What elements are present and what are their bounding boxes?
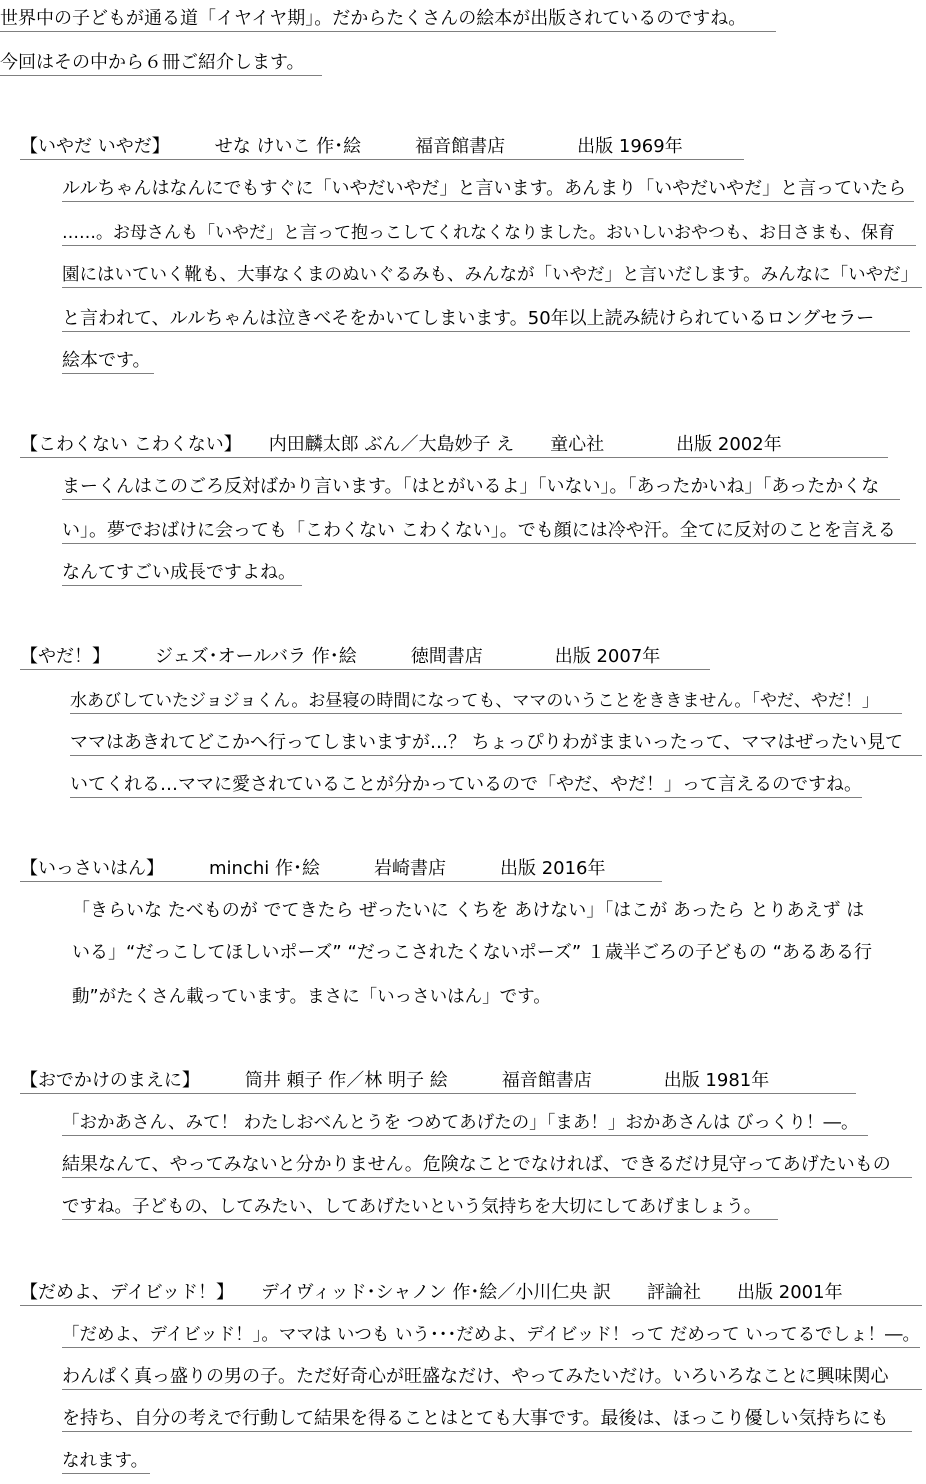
intro-line-1: 世界中の子どもが通る道「イヤイヤ期」。だからたくさんの絵本が出版されているのですね。 [0,8,776,32]
book-2-line-2: い」。夢でおばけに会っても「こわくない こわくない」。でも顔には冷や汗。全てに反対のことを言える [62,520,916,544]
book-2-heading: 【こわくない こわくない】 内田麟太郎 ぶん／大島妙子 え 童心社 出版 2002年 [20,434,888,458]
book-3-line-2: ママはあきれてどこかへ行ってしまいますが…？ ちょっぴりわがままいったって、ママはぜったい見て [70,732,922,756]
book-2-line-3: なんてすごい成長ですよね。 [62,562,302,586]
book-1-line-2: ……。お母さんも「いやだ」と言って抱っこしてくれなくなりました。おいしいおやつも、お日さまも、保育 [62,222,916,246]
book-4-line-3: 動”がたくさん載っています。まさに「いっさいはん」です。 [72,987,551,1007]
book-1-line-1: ルルちゃんはなんにでもすぐに「いやだいやだ」と言います。あんまり「いやだいやだ」と言っていたら [62,178,914,202]
book-6-line-3: を持ち、自分の考えで行動して結果を得ることはとても大事です。最後は、ほっこり優しい気持ちにも [62,1408,912,1432]
book-1-line-5: 絵本です。 [62,350,154,374]
book-4-line-2: いる」“だっこしてほしいポーズ” “だっこされたくないポーズ” １歳半ごろの子どもの “あるある行 [72,942,872,963]
book-3-line-1: 水あびしていたジョジョくん。お昼寝の時間になっても、ママのいうことをききません。「やだ、やだ！」 [70,690,902,714]
book-2-line-1: まーくんはこのごろ反対ばかり言います。「はとがいるよ」「いない」。「あったかいね」「あったかくな [62,476,900,500]
book-6-line-2: わんぱく真っ盛りの男の子。ただ好奇心が旺盛なだけ、やってみたいだけ。いろいろなことに興味関心 [62,1366,922,1390]
book-6-line-1: 「だめよ、デイビッド！」。ママは いつも いう･･･だめよ、デイビッド！って だめって いってるでしょ！―。 [62,1324,920,1348]
book-1-line-4: と言われて、ルルちゃんは泣きべそをかいてしまいます。50年以上読み続けられているロングセラー [62,308,910,332]
book-1-line-3: 園にはいていく靴も、大事なくまのぬいぐるみも、みんなが「いやだ」と言いだします。みんなに「いやだ」 [62,264,922,288]
book-3-heading: 【やだ！】 ジェズ･オールバラ 作･絵 徳間書店 出版 2007年 [20,646,710,670]
book-3-line-3: いてくれる…ママに愛されていることが分かっているので「やだ、やだ！」って言えるのですね。 [70,774,862,798]
book-6-line-4: なれます。 [62,1450,150,1474]
book-5-heading: 【おでかけのまえに】 筒井 頼子 作／林 明子 絵 福音館書店 出版 1981年 [20,1070,856,1094]
book-4-line-1: 「きらいな たべものが でてきたら ぜったいに くちを あけない」「はこが あったら とりあえず は [72,900,865,921]
intro-line-2: 今回はその中から６冊ご紹介します。 [0,52,322,76]
book-1-heading: 【いやだ いやだ】 せな けいこ 作･絵 福音館書店 出版 1969年 [20,136,744,160]
book-5-line-2: 結果なんて、やってみないと分かりません。危険なことでなければ、できるだけ見守ってあげたいもの [62,1154,912,1178]
book-5-line-3: ですね。子どもの、してみたい、してあげたいという気持ちを大切にしてあげましょう。 [62,1196,778,1220]
book-4-heading: 【いっさいはん】 minchi 作･絵 岩崎書店 出版 2016年 [20,858,662,882]
book-5-line-1: 「おかあさん、みて！ わたしおべんとうを つめてあげたの」「まあ！」おかあさんは びっくり！―。 [62,1112,868,1136]
book-6-heading: 【だめよ、デイビッド！】 デイヴィッド･シャノン 作･絵／小川仁央 訳 評論社 出版 2001年 [20,1282,922,1306]
